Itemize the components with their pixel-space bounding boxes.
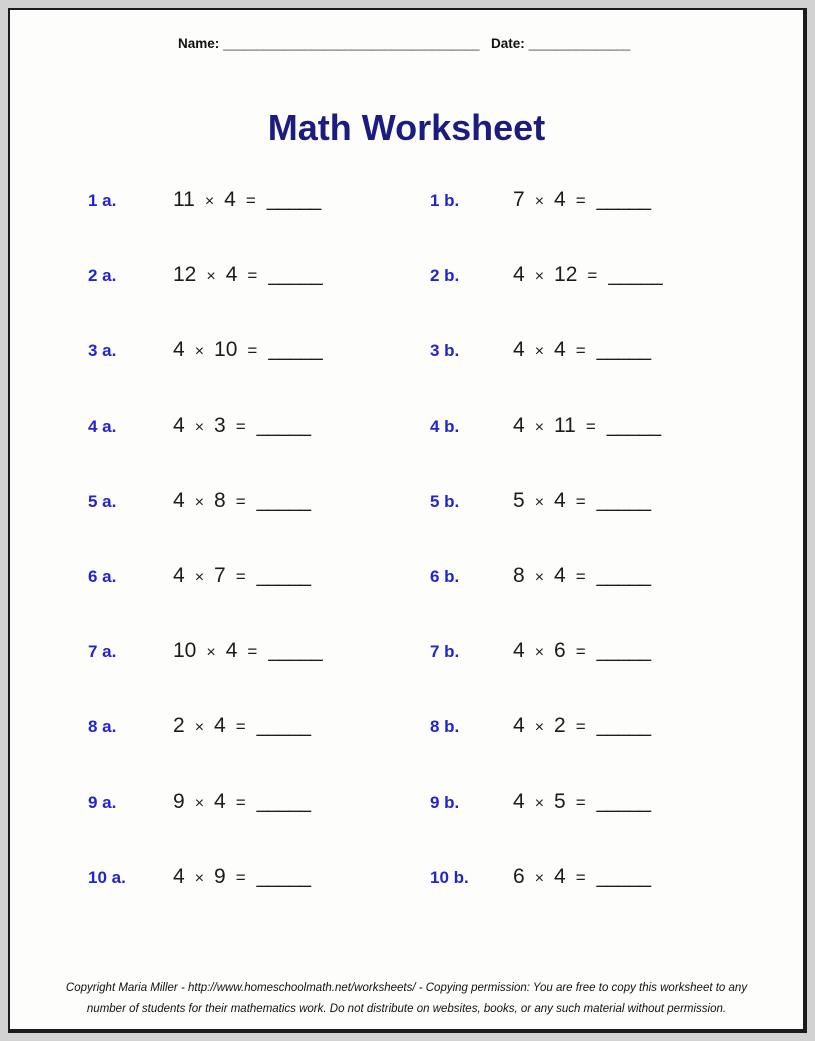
factor-2: 11: [554, 413, 576, 437]
problem-row: [88, 489, 797, 564]
problem-cell-b: [430, 865, 797, 940]
multiply-sign: ×: [194, 869, 205, 887]
factor-2: 4: [554, 488, 566, 512]
multiply-sign: ×: [534, 644, 545, 662]
problem-cell-a: [88, 263, 430, 338]
answer-blank-line: _____: [256, 563, 311, 587]
answer-blank-line: _____: [266, 188, 321, 211]
problem-label: 9 b.: [430, 792, 460, 812]
factor-2: 4: [214, 789, 226, 813]
answer-blank-line: _____: [596, 338, 651, 362]
factor-1: 4: [513, 413, 525, 437]
problem-expression: [168, 338, 322, 362]
factor-1: 8: [513, 563, 525, 587]
date-label: Date:: [491, 36, 525, 51]
problem-expression: [508, 564, 650, 588]
answer-blank-line: _____: [256, 413, 311, 437]
problem-row: [88, 639, 797, 714]
answer-blank-line: _____: [256, 714, 311, 738]
problem-expression: [168, 414, 310, 438]
problem-row: [88, 790, 797, 865]
problem-label: 10 a.: [88, 867, 126, 887]
worksheet-header: [178, 36, 648, 51]
factor-2: 4: [554, 338, 566, 362]
problem-expression: [508, 263, 662, 287]
problem-row: [88, 188, 797, 263]
factor-1: 4: [173, 864, 185, 888]
multiply-sign: ×: [194, 719, 205, 737]
equals-sign: =: [235, 491, 246, 511]
multiply-sign: ×: [534, 794, 545, 812]
multiply-sign: ×: [534, 869, 545, 887]
factor-1: 4: [513, 714, 525, 738]
factor-1: 4: [513, 639, 525, 663]
problem-label: 5 b.: [430, 491, 460, 511]
factor-1: 2: [173, 714, 185, 738]
problem-expression: [168, 790, 310, 814]
equals-sign: =: [575, 491, 586, 511]
factor-2: 3: [214, 413, 226, 437]
answer-blank-line: _____: [268, 338, 322, 362]
name-field-group: [178, 36, 479, 51]
problem-expression: [168, 564, 310, 588]
name-label: Name:: [178, 36, 220, 51]
problem-expression: [508, 714, 650, 738]
answer-blank-line: _____: [268, 639, 322, 663]
problem-expression: [168, 263, 322, 287]
factor-2: 4: [554, 563, 566, 587]
factor-2: 7: [214, 563, 226, 587]
worksheet-page: [8, 8, 807, 1033]
factor-2: 4: [554, 864, 566, 888]
answer-blank-line: _____: [256, 488, 311, 512]
factor-1: 12: [173, 263, 197, 287]
problem-cell-b: [430, 489, 797, 564]
problem-cell-b: [430, 790, 797, 865]
factor-2: 10: [214, 338, 238, 362]
problem-label: 1 a.: [88, 191, 117, 210]
problem-cell-b: [430, 263, 797, 338]
problem-cell-b: [430, 639, 797, 714]
answer-blank-line: _____: [596, 188, 651, 211]
problem-row: [88, 338, 797, 413]
problem-expression: [508, 865, 650, 889]
equals-sign: =: [575, 566, 586, 586]
problem-label: 5 a.: [88, 491, 117, 511]
equals-sign: =: [575, 642, 586, 662]
factor-1: 4: [173, 413, 185, 437]
problems-grid: [88, 188, 797, 940]
factor-2: 4: [554, 188, 566, 211]
multiply-sign: ×: [194, 418, 205, 436]
multiply-sign: ×: [206, 268, 216, 286]
problem-cell-b: [430, 338, 797, 413]
equals-sign: =: [247, 266, 258, 286]
copyright-footer: [10, 978, 803, 1020]
equals-sign: =: [247, 341, 258, 361]
factor-2: 5: [554, 789, 566, 813]
equals-sign: =: [587, 266, 598, 286]
factor-2: 8: [214, 488, 226, 512]
problem-label: 7 b.: [430, 642, 460, 662]
problem-cell-a: [88, 338, 430, 413]
answer-blank-line: _____: [256, 864, 311, 888]
problem-expression: [168, 865, 310, 889]
date-field-group: [491, 36, 630, 51]
factor-1: 4: [173, 488, 185, 512]
problem-label: 4 b.: [430, 416, 460, 436]
problem-label: 1 b.: [430, 191, 460, 210]
factor-1: 6: [513, 864, 525, 888]
problem-cell-a: [88, 790, 430, 865]
answer-blank-line: _____: [596, 488, 651, 512]
problem-row: [88, 263, 797, 338]
page-title: Math Worksheet: [267, 107, 546, 148]
factor-2: 9: [214, 864, 226, 888]
multiply-sign: ×: [194, 493, 205, 511]
answer-blank-line: _____: [596, 864, 651, 888]
copyright-line-1: Copyright Maria Miller - http://www.homeschoolmath.net/worksheets/ - Copying permission: You are free to copy this worksheet to any: [65, 982, 748, 994]
problem-label: 3 a.: [88, 341, 117, 361]
problem-cell-a: [88, 564, 430, 639]
problem-expression: [168, 639, 322, 663]
equals-sign: =: [585, 416, 596, 436]
multiply-sign: ×: [206, 644, 216, 662]
answer-blank-line: _____: [268, 263, 322, 287]
multiply-sign: ×: [534, 268, 545, 286]
problem-label: 2 b.: [430, 266, 460, 286]
answer-blank-line: _____: [256, 789, 311, 813]
problem-cell-a: [88, 188, 430, 263]
factor-2: 4: [225, 263, 238, 287]
multiply-sign: ×: [534, 568, 545, 586]
problem-cell-b: [430, 188, 797, 263]
problem-label: 10 b.: [430, 867, 469, 887]
equals-sign: =: [575, 867, 586, 887]
problem-label: 8 a.: [88, 717, 117, 737]
equals-sign: =: [235, 867, 246, 887]
problem-row: [88, 714, 797, 789]
multiply-sign: ×: [534, 343, 545, 361]
date-blank-line: _______________: [528, 36, 630, 51]
equals-sign: =: [575, 341, 586, 361]
problem-row: [88, 564, 797, 639]
multiply-sign: ×: [534, 719, 545, 737]
answer-blank-line: _____: [596, 639, 651, 663]
problem-cell-a: [88, 639, 430, 714]
factor-1: 7: [513, 188, 525, 211]
multiply-sign: ×: [204, 193, 215, 210]
equals-sign: =: [245, 191, 256, 210]
problem-label: 7 a.: [88, 642, 117, 662]
problem-expression: [168, 714, 310, 738]
equals-sign: =: [235, 566, 246, 586]
problem-label: 8 b.: [430, 717, 460, 737]
factor-2: 4: [214, 714, 226, 738]
problem-expression: [508, 790, 650, 814]
factor-1: 5: [513, 488, 525, 512]
factor-1: 11: [173, 188, 195, 211]
equals-sign: =: [575, 792, 586, 812]
problem-expression: [508, 338, 650, 362]
copyright-line-2: number of students for their mathematics work. Do not distribute on websites, books, or any such material without permission.: [86, 1003, 727, 1015]
problem-label: 3 b.: [430, 341, 460, 361]
answer-blank-line: _____: [596, 789, 651, 813]
factor-1: 4: [513, 338, 525, 362]
factor-2: 12: [554, 263, 578, 287]
equals-sign: =: [235, 416, 246, 436]
problem-expression: [508, 414, 660, 438]
multiply-sign: ×: [534, 418, 545, 436]
factor-1: 4: [513, 263, 525, 287]
equals-sign: =: [235, 717, 246, 737]
problem-row: [88, 414, 797, 489]
multiply-sign: ×: [194, 794, 205, 812]
problem-cell-a: [88, 714, 430, 789]
factor-1: 4: [173, 338, 185, 362]
answer-blank-line: _____: [606, 413, 661, 437]
factor-1: 10: [173, 639, 197, 663]
factor-2: 2: [554, 714, 566, 738]
factor-2: 6: [554, 639, 566, 663]
factor-1: 4: [513, 789, 525, 813]
problem-label: 9 a.: [88, 792, 117, 812]
problem-cell-b: [430, 564, 797, 639]
problem-expression: [168, 188, 320, 212]
problem-cell-a: [88, 865, 430, 940]
multiply-sign: ×: [194, 568, 205, 586]
multiply-sign: ×: [534, 193, 545, 210]
problem-label: 4 a.: [88, 416, 117, 436]
problem-label: 6 b.: [430, 566, 460, 586]
problem-label: 2 a.: [88, 266, 117, 286]
problem-cell-a: [88, 414, 430, 489]
answer-blank-line: _____: [608, 263, 662, 287]
problem-label: 6 a.: [88, 566, 117, 586]
equals-sign: =: [247, 642, 258, 662]
problem-expression: [508, 188, 650, 212]
factor-2: 4: [224, 188, 236, 211]
factor-2: 4: [225, 639, 238, 663]
problem-row: [88, 865, 797, 940]
problem-expression: [508, 489, 650, 513]
answer-blank-line: _____: [596, 563, 651, 587]
problem-cell-b: [430, 714, 797, 789]
problem-expression: [508, 639, 650, 663]
answer-blank-line: _____: [596, 714, 651, 738]
name-blank-line: ______________________________________: [223, 36, 480, 51]
multiply-sign: ×: [534, 493, 545, 511]
factor-1: 4: [173, 563, 185, 587]
problem-cell-a: [88, 489, 430, 564]
equals-sign: =: [575, 191, 586, 210]
problem-expression: [168, 489, 310, 513]
factor-1: 9: [173, 789, 185, 813]
equals-sign: =: [575, 717, 586, 737]
equals-sign: =: [235, 792, 246, 812]
problem-cell-b: [430, 414, 797, 489]
multiply-sign: ×: [194, 343, 205, 361]
